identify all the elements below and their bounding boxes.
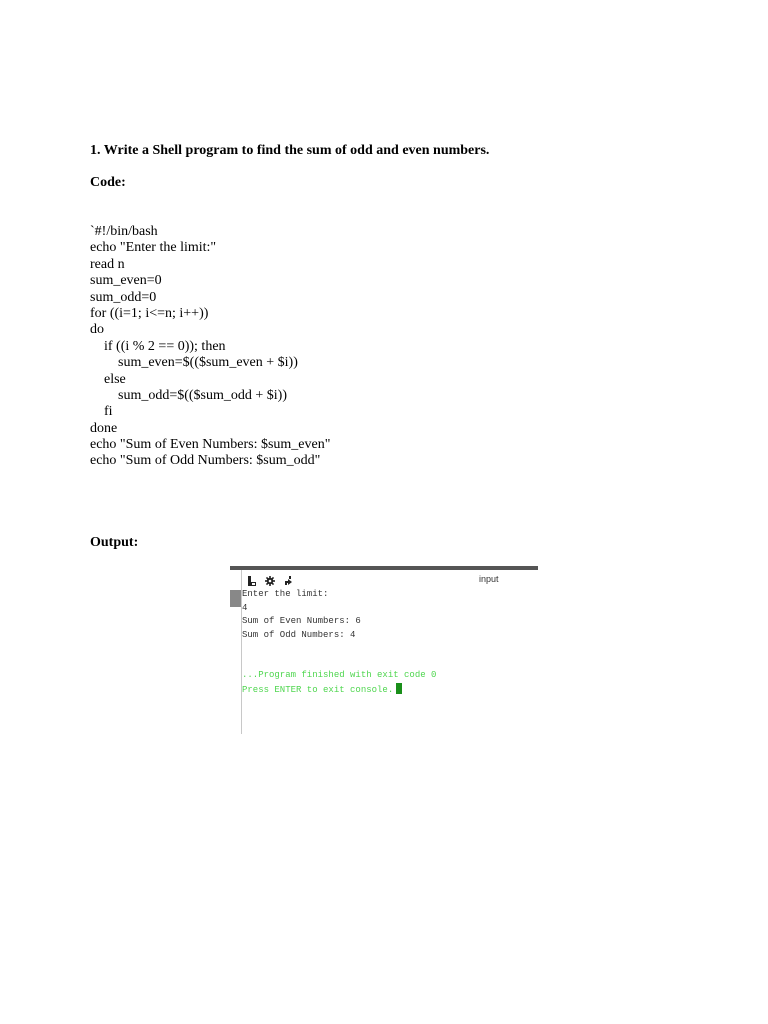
code-line: do	[90, 322, 104, 338]
console-screenshot	[230, 566, 538, 734]
code-line: echo "Sum of Odd Numbers: $sum_odd"	[90, 453, 321, 469]
console-input-label: input	[479, 574, 499, 584]
console-toolbar	[247, 575, 293, 587]
settings-gear-icon	[265, 576, 275, 586]
code-line: sum_odd=0	[90, 289, 157, 305]
code-line: else	[90, 371, 126, 387]
code-heading: Code:	[90, 175, 126, 190]
console-line: 4	[242, 602, 248, 613]
output-heading: Output:	[90, 535, 139, 550]
console-exit-prompt: Press ENTER to exit console.	[242, 684, 394, 695]
console-output	[242, 588, 361, 642]
share-icon	[283, 576, 293, 586]
code-line: done	[90, 420, 118, 436]
code-line: if ((i % 2 == 0)); then	[90, 338, 226, 354]
code-line: echo "Enter the limit:"	[90, 240, 217, 256]
save-icon	[247, 576, 257, 586]
code-line: sum_even=$(($sum_even + $i))	[90, 355, 298, 371]
code-block	[90, 224, 330, 470]
console-finish-line: ...Program finished with exit code 0	[242, 670, 437, 680]
console-cursor	[396, 683, 402, 694]
code-line: for ((i=1; i<=n; i++))	[90, 305, 209, 321]
console-line: Sum of Even Numbers: 6	[242, 616, 361, 626]
console-top-bar	[230, 566, 538, 570]
code-line: sum_odd=$(($sum_odd + $i))	[90, 387, 288, 403]
code-line: fi	[90, 404, 113, 420]
code-line: sum_even=0	[90, 273, 162, 289]
code-line: read n	[90, 256, 125, 272]
console-exit-line	[242, 683, 436, 697]
console-line: Enter the limit:	[242, 589, 329, 599]
code-line: echo "Sum of Even Numbers: $sum_even"	[90, 437, 331, 453]
console-scroll-thumb	[230, 590, 241, 607]
code-line: `#!/bin/bash	[90, 224, 158, 239]
console-status	[242, 669, 436, 696]
console-line: Sum of Odd Numbers: 4	[242, 629, 356, 640]
question-heading: 1. Write a Shell program to find the sum of odd and even numbers.	[90, 143, 490, 158]
